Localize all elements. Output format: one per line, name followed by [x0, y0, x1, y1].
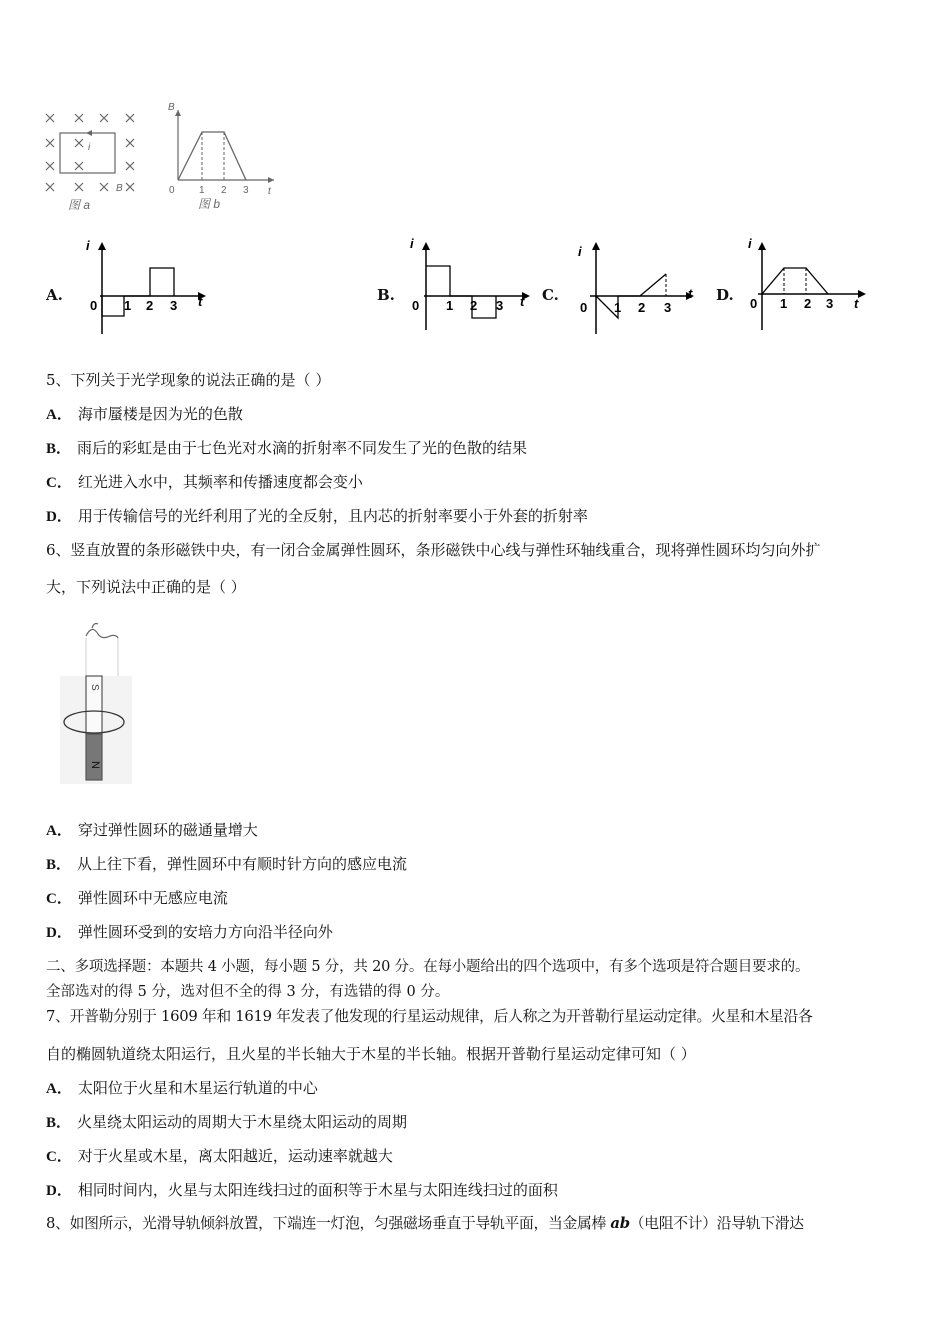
graph-c-label: C. [542, 286, 559, 304]
q5-stem: 5、下列关于光学现象的说法正确的是（ ） [46, 371, 331, 389]
i-curve [102, 268, 174, 316]
y-label: i [86, 238, 90, 253]
graph-b [408, 234, 538, 334]
tick-0: 0 [750, 296, 758, 311]
q7-option-d [46, 1180, 558, 1201]
option-text: 太阳位于火星和木星运行轨道的中心 [77, 1079, 318, 1097]
q6-option-d [46, 922, 333, 943]
figure-a [42, 108, 152, 216]
graph-d-label: D. [716, 286, 734, 304]
q6-option-b [46, 854, 407, 875]
option-text: 从上往下看，弹性圆环中有顺时针方向的感应电流 [77, 855, 408, 873]
graph-a-label: A. [46, 286, 63, 304]
current-label: i [88, 142, 91, 153]
option-text: 相同时间内，火星与太阳连线扫过的面积等于木星与太阳连线扫过的面积 [77, 1181, 558, 1199]
option-text: 对于火星或木星，离太阳越近，运动速率就越大 [77, 1147, 393, 1165]
y-label: i [578, 244, 582, 259]
q8-stem-part1: 8、如图所示，光滑导轨倾斜放置，下端连一灯泡，匀强磁场垂直于导轨平面，当金属棒 [46, 1215, 611, 1232]
tick-1: 1 [446, 298, 454, 313]
wire-loop [60, 133, 115, 173]
i-curve [762, 268, 828, 294]
x-label: t [688, 286, 693, 301]
option-label: B． [46, 1115, 72, 1131]
tick-0: 0 [169, 185, 175, 196]
option-label: A． [46, 1081, 72, 1097]
q8-rod-label: ab [610, 1215, 630, 1232]
y-label: i [410, 236, 414, 251]
graph-d [744, 234, 874, 334]
option-text: 红光进入水中，其频率和传播速度都会变小 [77, 473, 363, 491]
tick-1: 1 [124, 298, 132, 313]
q6-option-a [46, 820, 258, 841]
i-curve [426, 266, 496, 318]
option-label: A． [46, 407, 72, 423]
magnet-s-label: S [89, 684, 100, 691]
magnet-figure [56, 616, 136, 786]
axis-x-label: t [268, 186, 271, 197]
x-label: t [198, 294, 203, 309]
option-text: 海市蜃楼是因为光的色散 [77, 405, 243, 423]
q7-option-c [46, 1146, 393, 1167]
hand-icon [86, 629, 118, 638]
option-text: 弹性圆环中无感应电流 [77, 889, 228, 907]
graph-b-label: B. [377, 286, 395, 304]
tick-3: 3 [496, 298, 504, 313]
tick-2: 2 [146, 298, 154, 313]
q5-option-d [46, 506, 588, 527]
option-label: C． [46, 475, 72, 491]
axis-y-label: B [168, 102, 175, 113]
x-label: t [520, 294, 525, 309]
q7-stem-line2: 自的椭圆轨道绕太阳运行，且火星的半长轴大于木星的半长轴。根据开普勒行星运动定律可知（ ） [46, 1045, 696, 1063]
tick-3: 3 [243, 185, 249, 196]
tick-0: 0 [580, 300, 588, 315]
q5-option-a [46, 404, 243, 425]
graph-a [84, 238, 214, 338]
q5-option-c [46, 472, 363, 493]
q5-option-b [46, 438, 527, 459]
q8-stem-part2: （电阻不计）沿导轨下滑达 [629, 1215, 804, 1232]
graph-c [574, 236, 704, 336]
x-label: t [854, 296, 859, 311]
figure-b-caption: 图 b [198, 197, 221, 211]
tick-2: 2 [638, 300, 646, 315]
section2-line1: 二、多项选择题：本题共 4 小题，每小题 5 分，共 20 分。在每小题给出的四个选项中，有多个选项是符合题目要求的。 [46, 959, 810, 975]
y-label: i [748, 236, 752, 251]
b-curve [178, 132, 246, 180]
q7-option-a [46, 1078, 318, 1099]
tick-0: 0 [90, 298, 98, 313]
tick-1: 1 [199, 185, 205, 196]
magnet-n-label: N [89, 761, 101, 769]
q8-stem [46, 1214, 804, 1234]
section2-line2: 全部选对的得 5 分，选对但不全的得 3 分，有选错的得 0 分。 [46, 984, 450, 1000]
magnet-n-half [86, 734, 102, 780]
tick-3: 3 [664, 300, 672, 315]
tick-1: 1 [780, 296, 788, 311]
option-label: B． [46, 857, 72, 873]
tick-0: 0 [412, 298, 420, 313]
tick-1: 1 [614, 300, 622, 315]
tick-2: 2 [221, 185, 227, 196]
option-label: C． [46, 891, 72, 907]
q7-option-b [46, 1112, 407, 1133]
figure-a-caption: 图 a [68, 198, 91, 212]
option-label: D． [46, 925, 72, 941]
q6-stem-line2: 大，下列说法中正确的是（ ） [46, 578, 246, 596]
q6-option-c [46, 888, 228, 909]
option-label: D． [46, 1183, 72, 1199]
field-label: B [116, 183, 123, 194]
option-label: C． [46, 1149, 72, 1165]
option-text: 雨后的彩虹是由于七色光对水滴的折射率不同发生了光的色散的结果 [77, 439, 528, 457]
option-text: 弹性圆环受到的安培力方向沿半径向外 [77, 923, 333, 941]
q7-stem-line1: 7、开普勒分别于 1609 年和 1619 年发表了他发现的行星运动规律，后人称之为开普勒行星运动定律。火星和木星沿各 [46, 1008, 813, 1025]
tick-2: 2 [470, 298, 478, 313]
q6-stem-line1: 6、竖直放置的条形磁铁中央，有一闭合金属弹性圆环，条形磁铁中心线与弹性环轴线重合，现将弹性圆环均匀向外扩 [46, 541, 821, 559]
option-label: A． [46, 823, 72, 839]
option-label: B． [46, 441, 72, 457]
figure-b [162, 100, 282, 214]
tick-3: 3 [170, 298, 178, 313]
option-text: 火星绕太阳运动的周期大于木星绕太阳运动的周期 [77, 1113, 408, 1131]
option-label: D． [46, 509, 72, 525]
option-text: 穿过弹性圆环的磁通量增大 [77, 821, 258, 839]
tick-2: 2 [804, 296, 812, 311]
option-text: 用于传输信号的光纤利用了光的全反射，且内芯的折射率要小于外套的折射率 [77, 507, 588, 525]
tick-3: 3 [826, 296, 834, 311]
